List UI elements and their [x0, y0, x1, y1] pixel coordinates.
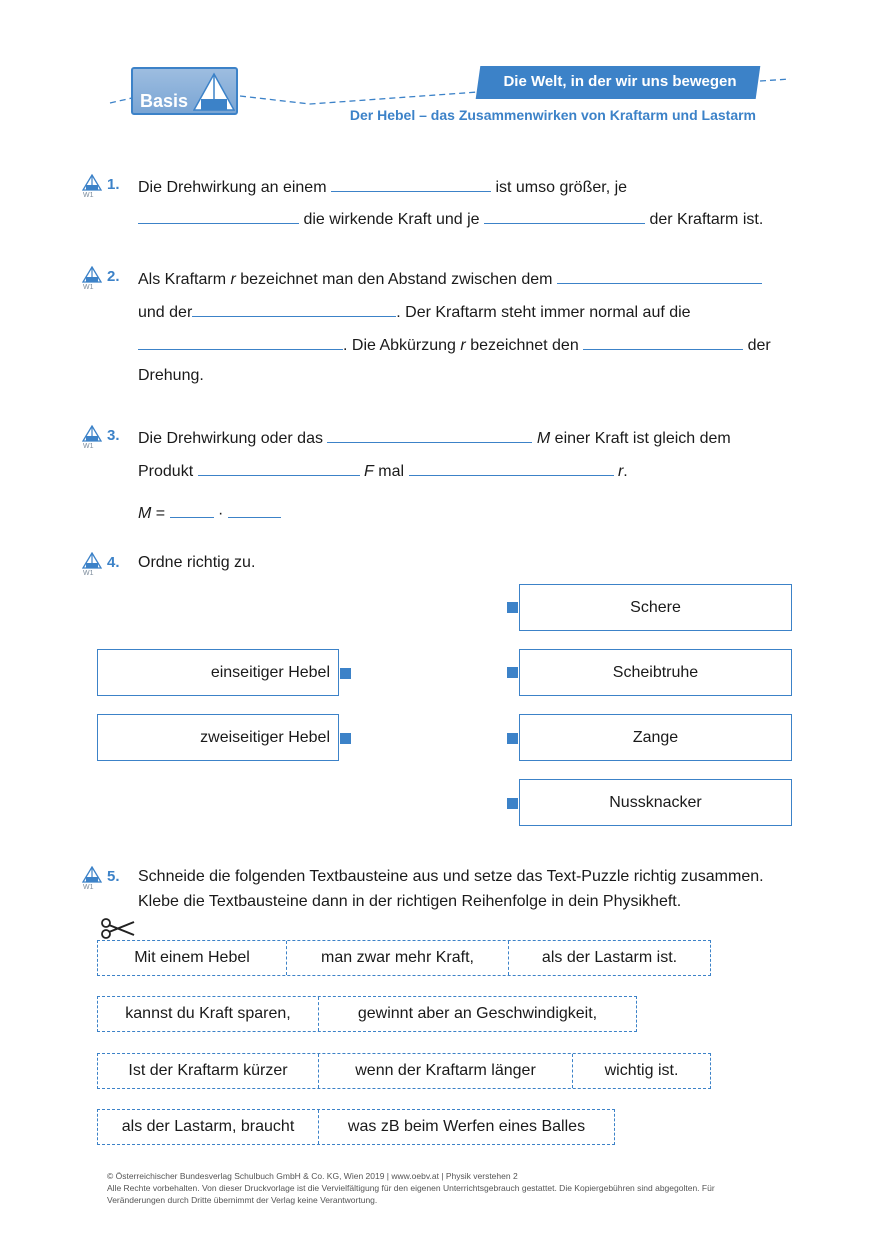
- variable: M: [536, 430, 551, 447]
- variable: F: [364, 463, 374, 480]
- basis-label: Basis: [140, 91, 189, 111]
- task-1-line-2: [138, 208, 763, 229]
- pyramid-level-icon: [193, 72, 235, 112]
- match-right-item[interactable]: [519, 649, 792, 696]
- match-right-item[interactable]: [519, 584, 792, 631]
- text: Drehung.: [138, 367, 204, 384]
- match-right-label: Zange: [632, 728, 679, 746]
- text-piece-label: kannst du Kraft sparen,: [125, 1005, 291, 1022]
- text-piece-label: als der Lastarm, braucht: [121, 1118, 295, 1135]
- blank-field[interactable]: [484, 208, 645, 224]
- text: der: [747, 337, 771, 354]
- puzzle-row: [97, 940, 711, 976]
- basis-badge: [131, 67, 238, 115]
- connector-dot[interactable]: [507, 798, 518, 809]
- task-2-line-1: [138, 268, 762, 289]
- puzzle-row: [97, 1053, 711, 1089]
- blank-field[interactable]: [138, 334, 343, 350]
- task-number: 5.: [107, 868, 120, 885]
- connector-dot[interactable]: [340, 733, 351, 744]
- task-number: 1.: [107, 176, 120, 193]
- blank-field[interactable]: [198, 460, 360, 476]
- text-piece-label: man zwar mehr Kraft,: [321, 949, 474, 966]
- connector-dot[interactable]: [507, 602, 518, 613]
- text-piece-label: was zB beim Werfen eines Balles: [347, 1118, 586, 1135]
- level-label: W1: [83, 570, 94, 577]
- level-marker: [82, 266, 106, 296]
- variable: r: [617, 463, 624, 480]
- task-number: 2.: [107, 268, 120, 285]
- text: und der: [138, 304, 193, 321]
- task-1-line-1: [138, 176, 627, 197]
- text-piece[interactable]: [573, 1054, 710, 1088]
- connector-dot[interactable]: [340, 668, 351, 679]
- text: einer Kraft ist gleich dem: [554, 430, 731, 447]
- blank-field[interactable]: [170, 502, 214, 518]
- match-left-item[interactable]: [97, 649, 339, 696]
- text: bezeichnet man den Abstand zwischen dem: [240, 271, 553, 288]
- blank-field[interactable]: [557, 268, 762, 284]
- text-piece-label: als der Lastarm ist.: [541, 949, 678, 966]
- scissors-icon: [98, 917, 136, 941]
- text-piece[interactable]: [98, 1054, 319, 1088]
- task-number: 4.: [107, 554, 120, 571]
- footer-disclaimer: Veränderungen durch Dritte übernimmt der Verlag keine Verantwortung.: [107, 1195, 378, 1205]
- text-piece[interactable]: [319, 1110, 614, 1144]
- pyramid-level-icon: [82, 174, 102, 192]
- connector-dot[interactable]: [507, 667, 518, 678]
- text: . Der Kraftarm steht immer normal auf die: [396, 304, 691, 321]
- match-right-label: Schere: [630, 598, 681, 616]
- text-piece-label: wichtig ist.: [604, 1062, 679, 1079]
- blank-field[interactable]: [409, 460, 614, 476]
- text-piece[interactable]: [98, 1110, 319, 1144]
- level-label: W1: [83, 443, 94, 450]
- task-2-line-2: [138, 301, 691, 322]
- footer-rights: Alle Rechte vorbehalten. Von dieser Druckvorlage ist die Vervielfältigung für den eigenen Unterrichtsgebrauch gestattet. Die Kopiergebühren sind abgegolten. Für: [107, 1183, 715, 1193]
- text-piece-label: gewinnt aber an Geschwindigkeit,: [357, 1005, 598, 1022]
- variable: M: [138, 505, 152, 522]
- text: . Die Abkürzung: [343, 337, 456, 354]
- blank-field[interactable]: [192, 301, 396, 317]
- pyramid-level-icon: [82, 552, 102, 570]
- match-left-item[interactable]: [97, 714, 339, 761]
- task-4-instruction: Ordne richtig zu.: [138, 554, 256, 571]
- text-piece[interactable]: [319, 1054, 573, 1088]
- match-right-label: Scheibtruhe: [612, 663, 699, 681]
- text: der Kraftarm ist.: [649, 211, 764, 228]
- chapter-title: Die Welt, in der wir uns bewegen: [503, 73, 737, 90]
- text: ist umso größer, je: [495, 179, 628, 196]
- variable: r: [460, 337, 466, 354]
- pyramid-level-icon: [82, 266, 102, 284]
- text: ·: [218, 505, 224, 522]
- text-piece[interactable]: [509, 941, 710, 975]
- text-piece-label: wenn der Kraftarm länger: [355, 1062, 536, 1079]
- page-subtitle: Der Hebel – das Zusammenwirken von Kraftarm und Lastarm: [349, 107, 756, 123]
- text: .: [623, 463, 628, 480]
- blank-field[interactable]: [583, 334, 743, 350]
- blank-field[interactable]: [331, 176, 491, 192]
- text: Die Drehwirkung oder das: [138, 430, 323, 447]
- text-piece[interactable]: [287, 941, 509, 975]
- connector-dot[interactable]: [507, 733, 518, 744]
- variable: r: [230, 271, 236, 288]
- blank-field[interactable]: [138, 208, 299, 224]
- text-piece[interactable]: [98, 941, 287, 975]
- text-piece[interactable]: [98, 997, 319, 1031]
- task-2-line-3: [138, 334, 771, 355]
- match-left-label: zweiseitiger Hebel: [200, 728, 330, 746]
- text: bezeichnet den: [470, 337, 579, 354]
- pyramid-level-icon: [82, 866, 102, 884]
- task-3-formula: [138, 502, 281, 523]
- blank-field[interactable]: [228, 502, 281, 518]
- text: die wirkende Kraft und je: [303, 211, 480, 228]
- level-label: W1: [83, 192, 94, 199]
- match-right-item[interactable]: [519, 779, 792, 826]
- puzzle-row: [97, 996, 637, 1032]
- level-marker: [82, 866, 106, 896]
- task-number: 3.: [107, 427, 120, 444]
- task-5-instruction-1: Schneide die folgenden Textbausteine aus und setze das Text-Puzzle richtig zusammen.: [138, 868, 764, 885]
- puzzle-row: [97, 1109, 615, 1145]
- text: Produkt: [138, 463, 194, 480]
- task-3-line-2: [138, 460, 628, 481]
- text-piece-label: Ist der Kraftarm kürzer: [128, 1062, 288, 1079]
- blank-field[interactable]: [327, 427, 532, 443]
- match-left-label: einseitiger Hebel: [210, 663, 330, 681]
- text: =: [155, 505, 166, 522]
- text-piece-label: Mit einem Hebel: [134, 949, 250, 966]
- task-3-line-1: [138, 427, 731, 448]
- level-label: W1: [83, 284, 94, 291]
- text-piece[interactable]: [319, 997, 636, 1031]
- text: Die Drehwirkung an einem: [138, 179, 327, 196]
- level-marker: [82, 552, 106, 582]
- task-2-line-4: [138, 367, 204, 385]
- text: Als Kraftarm: [138, 271, 227, 288]
- level-marker: [82, 425, 106, 455]
- match-right-label: Nussknacker: [609, 793, 702, 811]
- text: mal: [378, 463, 405, 480]
- footer-copyright: © Österreichischer Bundesverlag Schulbuch GmbH & Co. KG, Wien 2019 | www.oebv.at | Physik verstehen 2: [107, 1171, 518, 1181]
- task-5-instruction-2: Klebe die Textbausteine dann in der richtigen Reihenfolge in dein Physikheft.: [138, 893, 682, 910]
- match-right-item[interactable]: [519, 714, 792, 761]
- pyramid-level-icon: [82, 425, 102, 443]
- level-label: W1: [83, 884, 94, 891]
- level-marker: [82, 174, 106, 204]
